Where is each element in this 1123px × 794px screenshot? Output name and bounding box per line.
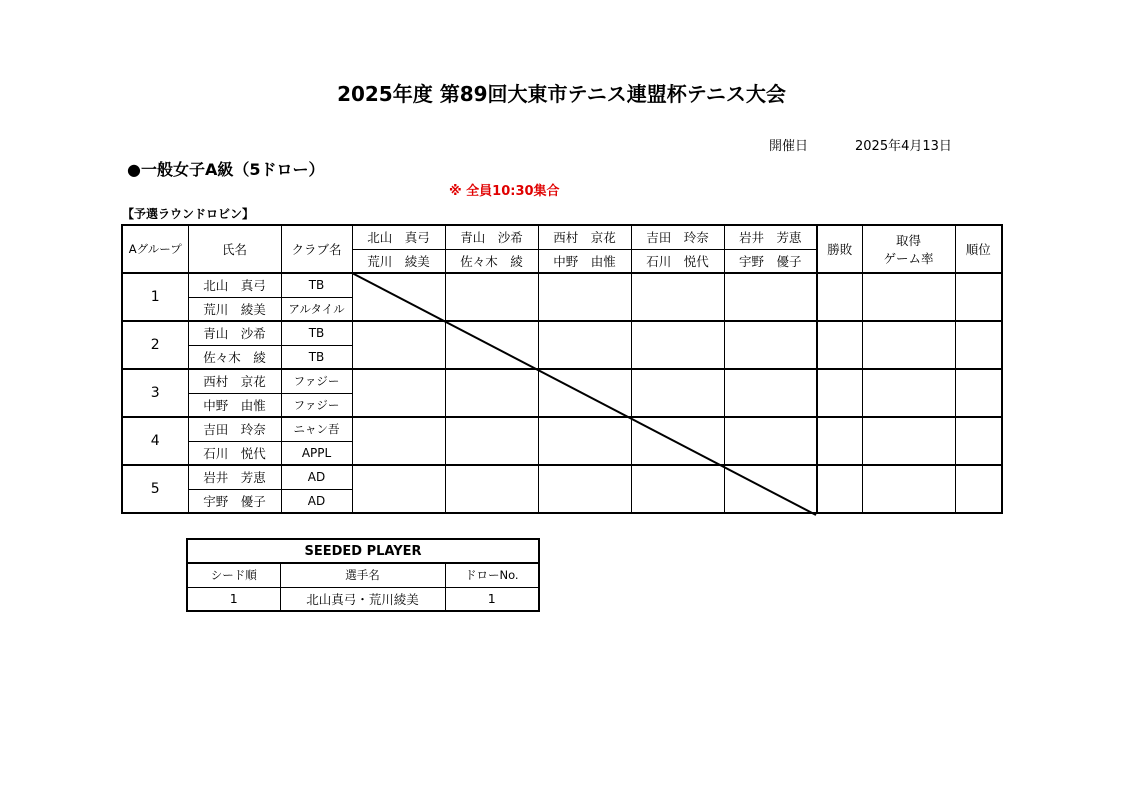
game-rate-cell[interactable]	[862, 273, 955, 321]
header-club: クラブ名	[281, 225, 352, 273]
seed-header-seed: シード順	[187, 563, 280, 587]
result-cell[interactable]	[631, 273, 724, 321]
win-loss-cell[interactable]	[817, 273, 862, 321]
header-rank: 順位	[955, 225, 1002, 273]
opponent-header-partner: 中野 由惟	[538, 249, 631, 273]
player-club: APPL	[281, 441, 352, 465]
player-name: 中野 由惟	[188, 393, 281, 417]
result-cell[interactable]	[724, 273, 817, 321]
player-name: 佐々木 綾	[188, 345, 281, 369]
rank-cell[interactable]	[955, 369, 1002, 417]
opponent-header-player: 青山 沙希	[445, 225, 538, 249]
seed-header-name: 選手名	[280, 563, 445, 587]
player-club: TB	[281, 321, 352, 345]
group-number: 1	[122, 273, 188, 321]
self-match-cell	[724, 465, 817, 513]
win-loss-cell[interactable]	[817, 321, 862, 369]
self-match-cell	[631, 417, 724, 465]
result-cell[interactable]	[538, 465, 631, 513]
result-cell[interactable]	[631, 321, 724, 369]
game-rate-cell[interactable]	[862, 465, 955, 513]
player-club: ファジー	[281, 393, 352, 417]
seed-number: 1	[187, 587, 280, 611]
result-cell[interactable]	[352, 321, 445, 369]
result-cell[interactable]	[352, 465, 445, 513]
seeded-title: SEEDED PLAYER	[187, 539, 539, 563]
result-cell[interactable]	[724, 417, 817, 465]
seed-row	[187, 587, 539, 611]
header-win-loss: 勝敗	[817, 225, 862, 273]
opponent-header-player: 西村 京花	[538, 225, 631, 249]
header-name: 氏名	[188, 225, 281, 273]
result-cell[interactable]	[631, 465, 724, 513]
result-cell[interactable]	[445, 369, 538, 417]
seed-header-draw: ドローNo.	[445, 563, 539, 587]
result-cell[interactable]	[724, 369, 817, 417]
self-match-cell	[538, 369, 631, 417]
player-club: AD	[281, 465, 352, 489]
player-name: 岩井 芳恵	[188, 465, 281, 489]
player-club: AD	[281, 489, 352, 513]
player-name: 吉田 玲奈	[188, 417, 281, 441]
game-rate-cell[interactable]	[862, 321, 955, 369]
seed-player-name: 北山真弓・荒川綾美	[280, 587, 445, 611]
group-number: 2	[122, 321, 188, 369]
opponent-header-partner: 石川 悦代	[631, 249, 724, 273]
win-loss-cell[interactable]	[817, 369, 862, 417]
player-name: 荒川 綾美	[188, 297, 281, 321]
game-rate-cell[interactable]	[862, 369, 955, 417]
result-cell[interactable]	[538, 273, 631, 321]
header-game-rate-line1: 取得	[895, 233, 921, 248]
rank-cell[interactable]	[955, 465, 1002, 513]
opponent-header-player: 岩井 芳恵	[724, 225, 817, 249]
opponent-header-partner: 荒川 綾美	[352, 249, 445, 273]
self-match-cell	[445, 321, 538, 369]
player-name: 西村 京花	[188, 369, 281, 393]
rank-cell[interactable]	[955, 321, 1002, 369]
result-cell[interactable]	[445, 273, 538, 321]
result-cell[interactable]	[724, 321, 817, 369]
event-title: ●一般女子A級（5ドロー）	[127, 160, 325, 179]
player-club: アルタイル	[281, 297, 352, 321]
game-rate-cell[interactable]	[862, 417, 955, 465]
group-number: 4	[122, 417, 188, 465]
seeded-player-table	[186, 538, 540, 612]
section-label: 【予選ラウンドロビン】	[122, 207, 255, 221]
assembly-note: ※ 全員10:30集合	[449, 184, 560, 199]
player-name: 石川 悦代	[188, 441, 281, 465]
player-name: 北山 真弓	[188, 273, 281, 297]
player-club: ニャン吾	[281, 417, 352, 441]
rank-cell[interactable]	[955, 417, 1002, 465]
date-value: 2025年4月13日	[855, 139, 952, 154]
group-number: 5	[122, 465, 188, 513]
result-cell[interactable]	[445, 465, 538, 513]
player-club: ファジー	[281, 369, 352, 393]
player-club: TB	[281, 345, 352, 369]
result-cell[interactable]	[352, 369, 445, 417]
round-robin-table	[121, 224, 1003, 514]
result-cell[interactable]	[538, 417, 631, 465]
player-name: 青山 沙希	[188, 321, 281, 345]
opponent-header-player: 吉田 玲奈	[631, 225, 724, 249]
opponent-header-player: 北山 真弓	[352, 225, 445, 249]
player-name: 宇野 優子	[188, 489, 281, 513]
header-game-rate	[862, 225, 955, 273]
seed-draw-number: 1	[445, 587, 539, 611]
rank-cell[interactable]	[955, 273, 1002, 321]
win-loss-cell[interactable]	[817, 417, 862, 465]
player-club: TB	[281, 273, 352, 297]
result-cell[interactable]	[538, 321, 631, 369]
page-title: 2025年度 第89回大東市テニス連盟杯テニス大会	[337, 82, 786, 106]
result-cell[interactable]	[352, 417, 445, 465]
opponent-header-partner: 宇野 優子	[724, 249, 817, 273]
group-number: 3	[122, 369, 188, 417]
self-match-cell	[352, 273, 445, 321]
result-cell[interactable]	[631, 369, 724, 417]
date-label: 開催日	[769, 139, 809, 154]
header-group: Aグループ	[122, 225, 188, 273]
header-game-rate-line2: ゲーム率	[883, 251, 934, 266]
opponent-header-partner: 佐々木 綾	[445, 249, 538, 273]
win-loss-cell[interactable]	[817, 465, 862, 513]
result-cell[interactable]	[445, 417, 538, 465]
